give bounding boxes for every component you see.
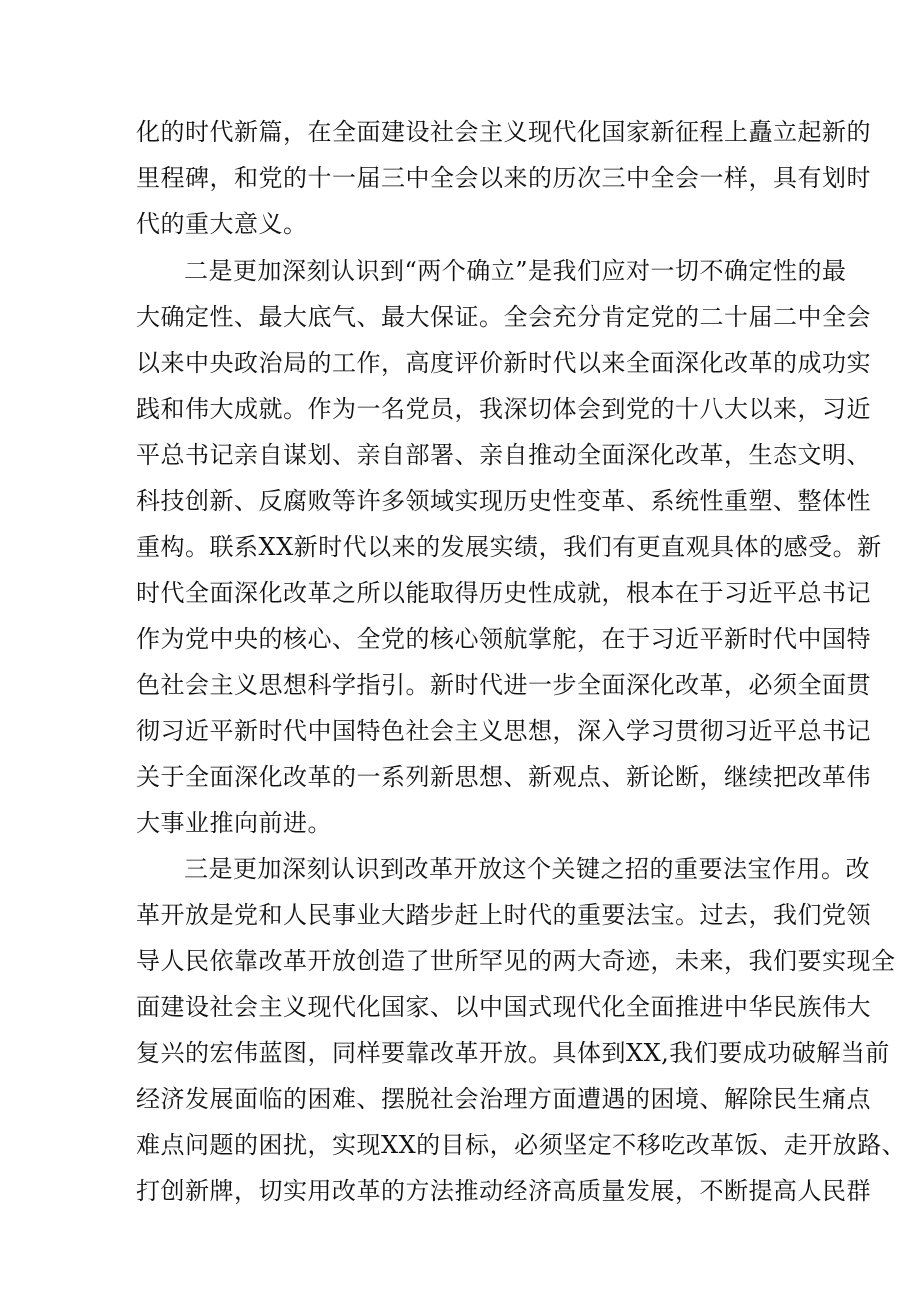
text-line: 色社会主义思想科学指引。新时代进一步全面深化改革，必须全面贯 xyxy=(136,671,871,699)
text-line: 践和伟大成就。作为一名党员，我深切体会到党的十八大以来，习近 xyxy=(136,395,871,423)
text-line: 复兴的宏伟蓝图，同样要靠改革开放。具体到XX,我们要成功破解当前 xyxy=(136,1039,890,1067)
text-line: 革开放是党和人民事业大踏步赶上时代的重要法宝。过去，我们党领 xyxy=(136,901,871,929)
text-line: 代的重大意义。 xyxy=(136,210,308,238)
text-line: 彻习近平新时代中国特色社会主义思想，深入学习贯彻习近平总书记 xyxy=(136,717,871,745)
text-line: 关于全面深化改革的一系列新思想、新观点、新论断，继续把改革伟 xyxy=(136,763,871,791)
text-line: 三是更加深刻认识到改革开放这个关键之招的重要法宝作用。改 xyxy=(184,855,870,883)
text-line: 导人民依靠改革开放创造了世所罕见的两大奇迹，未来，我们要实现全 xyxy=(136,947,896,975)
text-line: 作为党中央的核心、全党的核心领航掌舵，在于习近平新时代中国特 xyxy=(136,625,871,653)
text-line: 重构。联系XX新时代以来的发展实绩，我们有更直观具体的感受。新 xyxy=(136,533,882,561)
text-line: 时代全面深化改革之所以能取得历史性成就，根本在于习近平总书记 xyxy=(136,579,871,607)
text-line: 面建设社会主义现代化国家、以中国式现代化全面推进中华民族伟大 xyxy=(136,993,871,1021)
text-line: 经济发展面临的困难、摆脱社会治理方面遭遇的困境、解除民生痛点 xyxy=(136,1085,871,1113)
text-line: 以来中央政治局的工作，高度评价新时代以来全面深化改革的成功实 xyxy=(136,349,871,377)
text-line: 化的时代新篇，在全面建设社会主义现代化国家新征程上矗立起新的 xyxy=(136,118,871,146)
text-line: 科技创新、反腐败等许多领域实现历史性变革、系统性重塑、整体性 xyxy=(136,487,871,515)
text-line: 难点问题的困扰，实现XX的目标，必须坚定不移吃改革饭、走开放路、 xyxy=(136,1131,907,1159)
text-line: 大事业推向前进。 xyxy=(136,809,332,837)
text-line: 打创新牌，切实用改革的方法推动经济高质量发展，不断提高人民群 xyxy=(136,1177,871,1205)
text-line: 里程碑，和党的十一届三中全会以来的历次三中全会一样，具有划时 xyxy=(136,164,871,192)
text-line: 大确定性、最大底气、最大保证。全会充分肯定党的二十届二中全会 xyxy=(136,303,871,331)
text-line: 平总书记亲自谋划、亲自部署、亲自推动全面深化改革，生态文明、 xyxy=(136,441,871,469)
text-line: 二是更加深刻认识到“两个确立”是我们应对一切不确定性的最 xyxy=(184,257,847,285)
